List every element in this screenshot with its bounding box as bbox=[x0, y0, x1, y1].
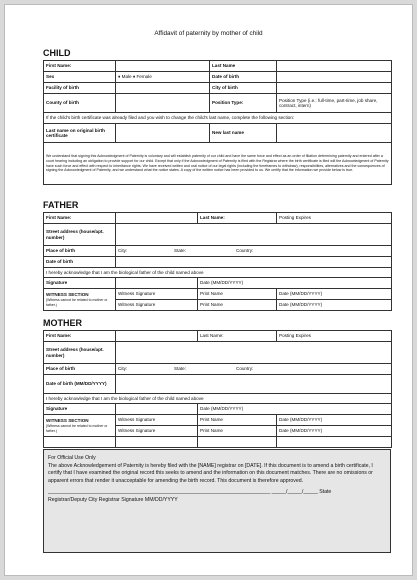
father-street-field[interactable] bbox=[116, 224, 392, 246]
official-heading: For Official Use Only bbox=[48, 455, 96, 461]
child-position-type-value[interactable]: Position Type (i.e.: full-time, part-time, job share, contract, intern) bbox=[277, 94, 392, 113]
father-witness2-signature[interactable]: Witness Signature bbox=[116, 300, 198, 311]
father-witness2-date[interactable]: Date (MM/DD/YYYY) bbox=[277, 300, 392, 311]
mother-witness1-signature[interactable]: Witness Signature bbox=[116, 415, 198, 426]
father-place-of-birth-label: Place of birth bbox=[44, 246, 116, 257]
father-table bbox=[43, 212, 392, 311]
mother-state: State: bbox=[174, 366, 187, 372]
mother-acknowledge: I hereby acknowledge that I am the biological father of the child named above bbox=[44, 394, 392, 404]
mother-first-name-label: First Name: bbox=[44, 331, 116, 342]
document-page bbox=[4, 4, 413, 576]
child-sex-label: Sex bbox=[44, 72, 116, 83]
mother-dob-label: Date of birth (MM/DD/YYYY) bbox=[44, 375, 116, 394]
child-city-field[interactable] bbox=[277, 83, 392, 94]
document-title: Affidavit of paternity by mother of child bbox=[154, 30, 263, 37]
mother-signature-field[interactable] bbox=[116, 404, 198, 415]
child-county-field[interactable] bbox=[116, 94, 210, 113]
mother-city: City: bbox=[118, 366, 128, 372]
father-witness1-date[interactable]: Date (MM/DD/YYYY) bbox=[277, 289, 392, 300]
father-posting-expires[interactable]: Posting Expires bbox=[277, 213, 392, 224]
mother-signature-date[interactable]: Date (MM/DD/YYYY) bbox=[198, 404, 392, 415]
mother-extra-cell-4[interactable] bbox=[277, 437, 392, 448]
new-last-name-label: New last name bbox=[210, 124, 277, 143]
father-signature-label: Signature bbox=[44, 278, 116, 289]
official-use-box bbox=[43, 449, 391, 553]
father-acknowledge: I hereby acknowledge that I am the biological father of the child named above bbox=[44, 268, 392, 278]
mother-witness1-date[interactable]: Date (MM/DD/YYYY) bbox=[277, 415, 392, 426]
father-witness-note: (Witness cannot be related to mother or father.) bbox=[46, 297, 108, 308]
registrar-label: Registrar/Deputy City Registrar Signature MM/DD/YYYY bbox=[48, 496, 178, 503]
child-county-label: County of birth bbox=[44, 94, 116, 113]
child-last-name-field[interactable] bbox=[277, 61, 392, 72]
mother-extra-cell-3[interactable] bbox=[198, 437, 277, 448]
mother-extra-cell-2[interactable] bbox=[116, 437, 198, 448]
father-signature-field[interactable] bbox=[116, 278, 198, 289]
father-witness-section bbox=[44, 289, 116, 311]
child-first-name-label: First Name: bbox=[44, 61, 116, 72]
child-heading: CHILD bbox=[43, 48, 71, 58]
mother-witness-note: (Witness cannot be related to mother or father.) bbox=[46, 423, 108, 434]
child-first-name-field[interactable] bbox=[116, 61, 210, 72]
mother-extra-cell-1 bbox=[44, 437, 116, 448]
understanding-paragraph: We understand that signing this Acknowledgment of Paternity is voluntary and will establish paternity of our child and have the same force and effect as an order of filiation determining paternity and entered after a court hearing including an obligation to provide support for our child. Except that only if the Acknowledgment of Paternity is filed with the Registrar where the birth certificate is filed will the Acknowledgment of Paternity have such force and effect with respect to inheritance rights. We have received written and oral notice of our legal rights (including the timeframes to withdraw), responsibilities, alternatives and the consequences of signing the Acknowledgment of Paternity, and we understand what the notice states. A copy of the written notice has been provided to us. We certify that the information we provide below is true. bbox=[44, 143, 392, 185]
father-first-name-label: First Name: bbox=[44, 213, 116, 224]
original-last-name-label: Last name on original birth certificate bbox=[44, 124, 116, 143]
mother-witness1-print[interactable]: Print Name bbox=[198, 415, 277, 426]
father-witness1-print[interactable]: Print Name bbox=[198, 289, 277, 300]
child-facility-label: Facility of birth bbox=[44, 83, 116, 94]
mother-heading: MOTHER bbox=[43, 318, 82, 328]
child-table bbox=[43, 60, 392, 185]
child-position-type-label: Position Type: bbox=[210, 94, 277, 113]
father-city: City: bbox=[118, 248, 128, 254]
child-dob-field[interactable] bbox=[277, 72, 392, 83]
child-last-name-label: Last Name bbox=[210, 61, 277, 72]
child-facility-field[interactable] bbox=[116, 83, 210, 94]
father-witness-heading: WITNESS SECTION bbox=[46, 291, 89, 297]
mother-country: Country: bbox=[236, 366, 254, 372]
father-place-of-birth-field[interactable] bbox=[116, 246, 392, 257]
father-state: State: bbox=[174, 248, 187, 254]
mother-posting-expires[interactable]: Posting Expires bbox=[277, 331, 392, 342]
mother-witness2-date[interactable]: Date (MM/DD/YYYY) bbox=[277, 426, 392, 437]
mother-witness2-signature[interactable]: Witness Signature bbox=[116, 426, 198, 437]
mother-dob-field[interactable] bbox=[116, 375, 392, 394]
mother-witness-section bbox=[44, 415, 116, 437]
father-dob-field[interactable] bbox=[116, 257, 392, 268]
mother-witness2-print[interactable]: Print Name bbox=[198, 426, 277, 437]
mother-street-label: Street address (house/apt. number) bbox=[44, 342, 116, 364]
official-text: The above Acknowledgement of Paternity is hereby filed with the [NAME] registrar on [DATE]. If this document is to amend a birth certificate, I certify that I have examined the original record this seeks to amend and the information on this document matches. There are no omissions or apparent errors that render it unacceptable for amending the birth record. This document is therefore approved. bbox=[48, 462, 373, 484]
father-witness1-signature[interactable]: Witness Signature bbox=[116, 289, 198, 300]
father-last-name-label: Last Name: bbox=[198, 213, 277, 224]
child-change-note: If the child's birth certificate was already filed and you wish to change the child's last name, complete the following section: bbox=[44, 113, 392, 124]
original-last-name-field[interactable] bbox=[116, 124, 210, 143]
father-signature-date[interactable]: Date (MM/DD/YYYY) bbox=[198, 278, 392, 289]
father-heading: FATHER bbox=[43, 200, 79, 210]
father-dob-label: Date of birth bbox=[44, 257, 116, 268]
mother-last-name-label: Last Name: bbox=[198, 331, 277, 342]
mother-street-field[interactable] bbox=[116, 342, 392, 364]
child-city-label: City of birth bbox=[210, 83, 277, 94]
mother-witness-heading: WITNESS SECTION bbox=[46, 417, 89, 423]
father-witness2-print[interactable]: Print Name bbox=[198, 300, 277, 311]
mother-table bbox=[43, 330, 392, 448]
father-country: Country: bbox=[236, 248, 254, 254]
new-last-name-field[interactable] bbox=[277, 124, 392, 143]
mother-place-of-birth-field[interactable] bbox=[116, 364, 392, 375]
child-dob-label: Date of birth bbox=[210, 72, 277, 83]
mother-first-name-field[interactable] bbox=[116, 331, 198, 342]
father-first-name-field[interactable] bbox=[116, 213, 198, 224]
official-signature-line[interactable]: _____________________________________________________________________________ _____/_____/_____ State bbox=[48, 489, 332, 496]
mother-signature-label: Signature bbox=[44, 404, 116, 415]
mother-place-of-birth-label: Place of birth bbox=[44, 364, 116, 375]
child-sex-options[interactable]: ♦ Male ♦ Female bbox=[116, 72, 210, 83]
father-street-label: Street address (house/apt. number) bbox=[44, 224, 116, 246]
